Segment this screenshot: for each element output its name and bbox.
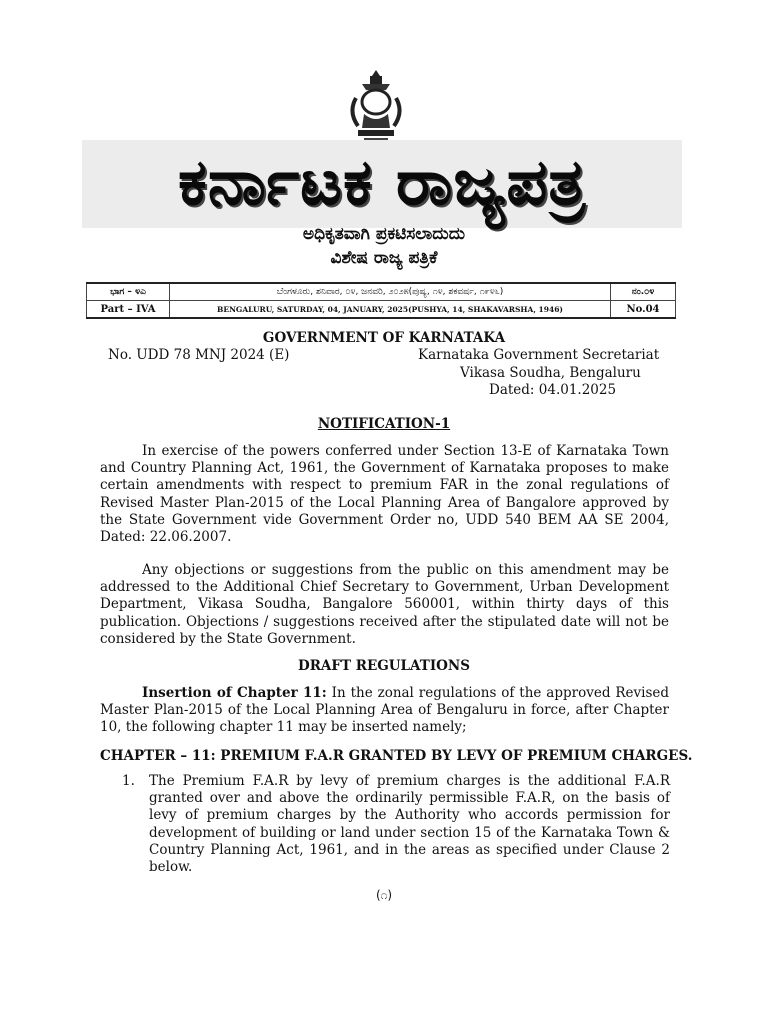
notification-title: NOTIFICATION-1 [317,416,451,432]
issue-number-kannada: ನಂ.೦೪ [611,283,676,301]
gazette-subtitle-extraordinary: ವಿಶೇಷ ರಾಜ್ಯ ಪತ್ರಿಕೆ [330,248,438,268]
list-item-text: The Premium F.A.R by levy of premium charges is the additional F.A.R granted over and above the ordinarily permissible F.A.R, on the basis of levy of premium charges by the Authority who accords permission for development of building or land under section 15 of the Karnataka Town & Country Planning Act, 1961, and in the areas as specified under Clause 2 below. [149,773,670,876]
paragraph-objections: Any objections or suggestions from the public on this amendment may be addressed to the Additional Chief Secretary to Government, Urban Development Department, Vikasa Soudha, Bangalore 560001, within thirty days of this publication. Objections / suggestions received after the stipulated date will not be considered by the State Government. [100,562,669,647]
part-label-english: Part – IVA [87,301,170,319]
page-number: (೧) [375,888,393,902]
part-label-kannada: ಭಾಗ – ೪ಎ [87,283,170,301]
issue-number-english: No.04 [611,301,676,319]
reference-number: No. UDD 78 MNJ 2024 (E) [108,347,290,363]
chapter-title: CHAPTER – 11: PREMIUM F.A.R GRANTED BY LEVY OF PREMIUM CHARGES. [100,748,693,764]
government-heading: GOVERNMENT OF KARNATAKA [262,330,506,346]
issue-date-kannada: ಬೆಂಗಳೂರು, ಶನಿವಾರ, ೦೪, ಜನವರಿ, ೨೦೨೫(ಪುಷ್ಯ, ೧೪, ಶಕವರ್ಷ, ೧೯೪೬) [170,283,611,301]
gazette-subtitle-official: ಅಧಿಕೃತವಾಗಿ ಪ್ರಕಟಿಸಲಾದುದು [302,224,466,244]
paragraph-powers: In exercise of the powers conferred under Section 13-E of Karnataka Town and Country Planning Act, 1961, the Government of Karnataka proposes to make certain amendments with respect to premium FAR in the zonal regulations of Revised Master Plan-2015 of the Local Planning Area of Bangalore approved by the State Government vide Government Order no, UDD 540 BEM AA SE 2004, Dated: 22.06.2007. [100,443,669,546]
draft-regulations-title: DRAFT REGULATIONS [298,658,470,674]
insertion-text: In the zonal regulations of the approved Revised Master Plan-2015 of the Local Planning Area of Bengaluru in force, after Chapter 10, the following chapter 11 may be inserted namely; [100,685,670,736]
secretariat-address: Vikasa Soudha, Bengaluru [460,365,641,381]
insertion-lead: Insertion of Chapter 11: [142,685,327,701]
list-item-number: 1. [122,773,135,789]
issue-date-english: BENGALURU, SATURDAY, 04, JANUARY, 2025(PUSHYA, 14, SHAKAVARSHA, 1946) [170,301,611,319]
notification-date: Dated: 04.01.2025 [489,382,617,398]
paragraph-insertion [100,685,669,737]
gazette-title: ಕರ್ನಾಟಕ ರಾಜ್ಯಪತ್ರ [178,146,586,220]
secretariat-name: Karnataka Government Secretariat [418,347,660,363]
gazette-masthead [0,0,768,330]
issue-info-table [86,282,676,319]
